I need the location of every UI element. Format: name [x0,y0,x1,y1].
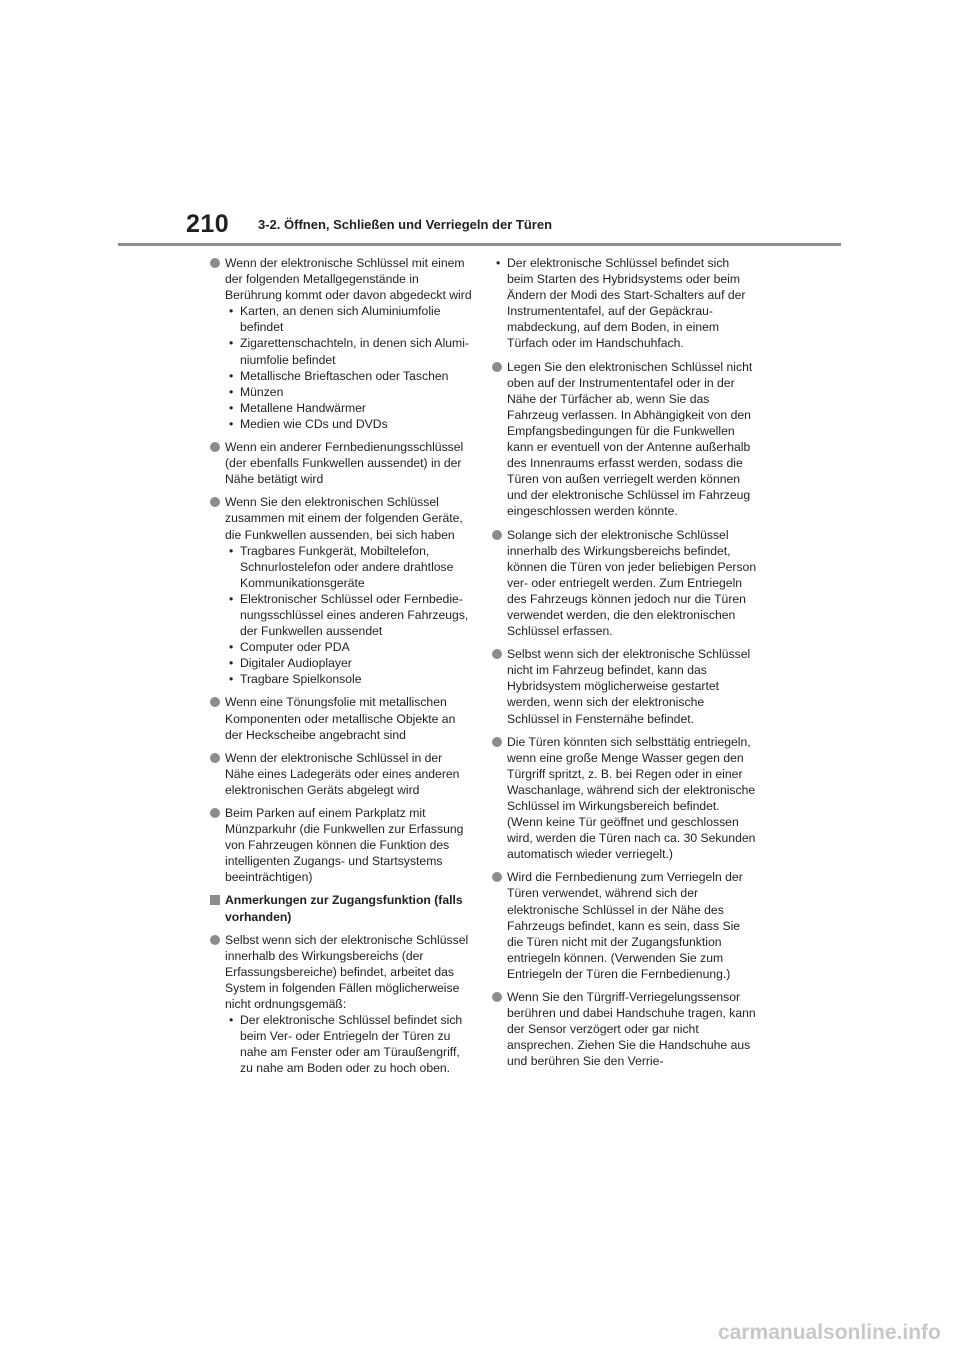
paragraph-text: Solange sich der elektronische Schlüssel innerhalb des Wirkungsbereichs befindet, können die Türen von jeder beliebigen Person ver- oder entriegelt werden. Zum Entriegeln des Fahrzeugs können jedoch nur die Türen verwendet werden, die den elektronischen Schlüssel erfassen. [507,527,757,639]
paragraph-text: Selbst wenn sich der elektronische Schlüssel nicht im Fahrzeug befindet, kann das Hybridsystem möglicherweise gestartet werden, wenn sich der elektronische Schlüssel in Fensternähe befindet. [507,647,751,726]
paragraph-text: Die Türen könnten sich selbsttätig entriegeln, wenn eine große Menge Wasser gegen den Türgriff spritzt, z. B. bei Regen oder in einer Waschanlage, während sich der elektronische Schlüssel im Wirkungsbereich befindet. (Wenn keine Tür geöffnet und geschlossen wird, werden die Türen nach ca. 30 Sekunden automatisch wieder verriegelt.) [507,734,756,862]
bullet-circle-icon [210,697,220,707]
bullet-circle-icon [210,753,220,763]
paragraph [210,805,472,885]
paragraph [492,255,758,352]
paragraph [492,646,758,726]
list-item: • Karten, an denen sich Aluminiumfolie befindet [229,304,441,335]
list-item: • Medien wie CDs und DVDs [229,416,388,431]
list-item: • Metallische Brieftaschen oder Taschen [229,368,449,383]
list-item: • Tragbares Funkgerät, Mobiltelefon, Schnurlostelefon oder andere drahtlose Kommunikationsgeräte [229,543,454,590]
bullet-circle-icon [210,808,220,818]
paragraph [210,750,472,798]
heading-text: Anmerkungen zur Zugangsfunktion (falls vorhanden) [225,893,463,924]
bullet-circle-icon [492,530,502,540]
section-title: 3-2. Öffnen, Schließen und Verriegeln der Türen [258,217,553,232]
paragraph [210,932,472,1077]
paragraph [210,694,472,742]
paragraph-text: Wenn der elektronische Schlüssel in der Nähe eines Ladegeräts oder eines anderen elektronischen Geräts abgelegt wird [225,750,460,797]
bullet-circle-icon [492,992,502,1002]
list-item: • Metallene Handwärmer [229,400,366,415]
left-column [210,255,472,1084]
bullet-circle-icon [492,737,502,747]
paragraph-text: Wenn ein anderer Fernbedienungsschlüssel (der ebenfalls Funkwellen aussendet) in der Nähe betätigt wird [225,440,464,487]
page-number: 210 [186,210,230,238]
header-divider [118,243,841,246]
list-item: • Der elektronische Schlüssel befindet sich beim Ver- oder Entriegeln der Türen zu nahe am Fenster oder am Türaußengriff, zu nahe am Boden oder zu hoch oben. [229,1013,463,1076]
paragraph [210,439,472,487]
paragraph [210,255,472,432]
bullet-square-icon [210,895,220,905]
list-item: • Tragbare Spielkonsole [229,672,362,687]
paragraph-text: Wenn Sie den Türgriff-Verriegelungssensor berühren und dabei Handschuhe tragen, kann der Sensor verzögert oder gar nicht ansprechen. Ziehen Sie die Handschuhe aus und berühren Sie den Verrie- [507,990,756,1069]
paragraph-text: Wird die Fernbedienung zum Verriegeln der Türen verwendet, während sich der elektronische Schlüssel in der Nähe des Fahrzeugs befindet, kann es sein, dass Sie die Türen nicht mit der Zugangsfunktion entriegeln können. (Verwenden Sie zum Entriegeln der Türen die Fernbedienung.) [507,870,743,981]
paragraph [210,494,472,687]
paragraph-text: Beim Parken auf einem Parkplatz mit Münzparkuhr (die Funkwellen zur Erfassung von Fahrzeugen können die Funktion des intelligenten Zugangs- und Startsystems beeinträchtigen) [225,806,464,885]
bullet-circle-icon [492,872,502,882]
subsection-heading [210,892,472,924]
paragraph-text: Wenn eine Tönungsfolie mit metallischen Komponenten oder metallische Objekte an der Heckscheibe angebracht sind [225,695,456,742]
list-item: • Zigarettenschachteln, in denen sich Aluminiumfolie befindet [229,336,469,367]
watermark: carmanualsonline.info [718,1321,941,1344]
paragraph [492,527,758,640]
paragraph-text: Wenn der elektronische Schlüssel mit einem der folgenden Metallgegenstände in Berührung kommt oder davon abgedeckt wird [225,256,472,303]
paragraph-text: Legen Sie den elektronischen Schlüssel nicht oben auf der Instrumententafel oder in der Nähe der Türfächer ab, wenn Sie das Fahrzeug verlassen. In Abhängigkeit von den Empfangsbedingungen für die Funkwellen kann er eventuell von der Antenne außerhalb des Innenraums erfasst werden, sodass die Türen von außen verriegelt werden können und der elektronische Schlüssel im Fahrzeug eingeschlossen werden könnte. [507,359,753,519]
list-item: • Der elektronische Schlüssel befindet sich beim Starten des Hybridsystems oder beim Ändern der Modi des Start-Schalters auf der Instrumententafel, auf der Gepäckraumabdeckung, auf dem Boden, in einem Türfach oder im Handschuhfach. [496,256,746,351]
paragraph [492,359,758,520]
bullet-circle-icon [492,362,502,372]
bullet-circle-icon [210,258,220,268]
paragraph [492,989,758,1069]
bullet-circle-icon [210,935,220,945]
paragraph-text: Selbst wenn sich der elektronische Schlüssel innerhalb des Wirkungsbereichs (der Erfassungsbereiche) befindet, arbeitet das System in folgenden Fällen möglicherweise nicht ordnungsgemäß: [225,932,469,1012]
list-item: • Digitaler Audioplayer [229,656,352,671]
right-column [492,255,758,1077]
bullet-circle-icon [210,442,220,452]
list-item: • Elektronischer Schlüssel oder Fernbedienungsschlüssel eines anderen Fahrzeugs, der Funkwellen aussendet [229,591,469,639]
page-header [0,0,960,250]
bullet-circle-icon [210,497,220,507]
list-item: • Münzen [229,384,284,399]
paragraph-text: Wenn Sie den elektronischen Schlüssel zusammen mit einem der folgenden Geräte, die Funkwellen aussenden, bei sich haben [225,495,463,542]
list-item: • Computer oder PDA [229,640,350,655]
bullet-circle-icon [492,649,502,659]
paragraph [492,869,758,982]
paragraph [492,734,758,863]
